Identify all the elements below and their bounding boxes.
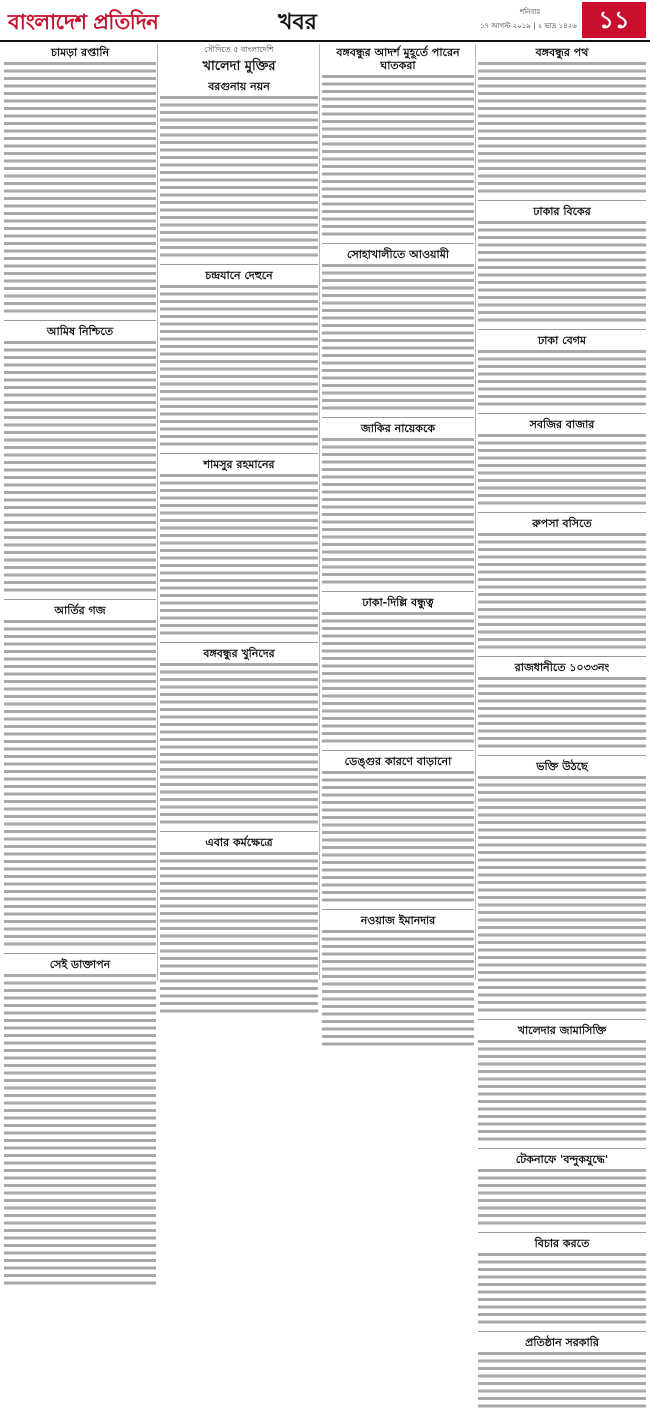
column-divider <box>475 44 476 980</box>
news-story <box>160 647 318 832</box>
story-body <box>160 96 318 261</box>
news-story <box>322 422 474 592</box>
story-headline: টেকনাফে 'বন্দুকযুদ্ধে' <box>515 1153 609 1166</box>
story-body <box>160 852 318 1017</box>
section-title: খবর <box>278 10 317 35</box>
news-story <box>478 1336 646 1412</box>
story-headline: বঙ্গবন্ধুর খুনিদের <box>203 647 275 660</box>
story-headline: বিচার করতে <box>534 1237 590 1250</box>
story-headline: চামড়া রপ্তানি <box>50 46 110 59</box>
story-body <box>478 1352 646 1412</box>
day-label: শনিবার <box>520 8 541 16</box>
news-story <box>478 1237 646 1332</box>
story-headline: ঢাকার বিকের <box>533 205 591 218</box>
news-story <box>160 269 318 454</box>
story-headline: প্রতিষ্ঠান সরকারি <box>525 1336 599 1349</box>
story-body <box>322 612 474 747</box>
story-headline: জাকির নায়েককে <box>360 422 436 435</box>
story-body <box>478 1169 646 1229</box>
story-headline: রাজধানীতে ১০৩৩নং <box>514 661 610 674</box>
story-headline: নওয়াজ ইমানদার <box>360 914 436 927</box>
story-headline: আমিষ নিশ্চিতে <box>46 325 114 338</box>
story-body <box>160 285 318 450</box>
news-story <box>322 914 474 1050</box>
news-story <box>478 661 646 756</box>
story-body <box>322 264 474 414</box>
col3-top-story <box>160 44 318 77</box>
news-story <box>160 458 318 643</box>
column-2 <box>160 78 318 980</box>
page-number: ১১ <box>582 2 646 38</box>
story-body <box>4 620 156 950</box>
column-4 <box>478 44 646 1349</box>
news-story <box>4 46 156 321</box>
story-headline: খালেদার জামাসিক্তি <box>517 1024 607 1037</box>
column-divider <box>319 44 320 980</box>
news-story <box>478 334 646 414</box>
story-body <box>478 350 646 410</box>
story-body <box>478 434 646 509</box>
story-body <box>478 677 646 752</box>
news-story <box>478 205 646 330</box>
story-headline: সোহাখালীতে আওয়ামী <box>346 248 449 261</box>
story-headline: সবজির বাজার <box>529 418 595 431</box>
column-1 <box>4 44 156 980</box>
story-headline: ভক্তি উঠছে <box>536 760 588 773</box>
story-headline: ডেঙ্গুর কারণে বাড়ানো <box>344 755 452 768</box>
story-body <box>478 1040 646 1145</box>
news-story <box>478 1153 646 1233</box>
news-story <box>160 836 318 1017</box>
story-headline: সেই ডাক্তাপন <box>49 958 111 971</box>
news-story <box>322 46 474 244</box>
story-body <box>160 474 318 639</box>
story-headline: বঙ্গবন্ধুর আদর্শ মুহূর্তে পারেন ঘাতকরা <box>336 46 460 72</box>
column-divider <box>157 44 158 980</box>
news-story <box>322 755 474 910</box>
news-story <box>4 325 156 600</box>
newspaper-logo: বাংলাদেশ প্রতিদিন <box>8 9 159 34</box>
story-headline: আর্তির গজ <box>54 604 106 617</box>
story-headline: শামসুর রহমানের <box>203 458 275 471</box>
story-body <box>322 438 474 588</box>
news-story <box>322 248 474 418</box>
story-headline: খালেদা মুক্তির <box>202 59 276 74</box>
story-body <box>478 221 646 326</box>
news-story <box>478 517 646 657</box>
news-story <box>478 418 646 513</box>
story-headline: বরগুনায় নয়ন <box>208 80 270 93</box>
story-headline: বঙ্গবন্ধুর পথ <box>535 46 589 59</box>
date-label: ১৭ আগস্ট ২০১৯ | ২ ভাদ্র ১৪২৬ <box>480 22 577 30</box>
news-story <box>478 760 646 1020</box>
story-body <box>478 533 646 653</box>
story-headline: ঢাকা-দিল্লি বন্ধুত্ব <box>362 596 434 609</box>
story-body <box>160 663 318 828</box>
story-body <box>322 75 474 240</box>
story-headline: চন্দ্রযানে দেহুনে <box>205 269 273 282</box>
news-story <box>4 604 156 954</box>
story-body <box>478 62 646 197</box>
column-3 <box>322 44 474 980</box>
news-story <box>160 80 318 265</box>
news-story <box>322 596 474 751</box>
news-story <box>478 1024 646 1149</box>
story-body <box>4 974 156 1289</box>
story-body <box>322 771 474 906</box>
story-body <box>478 776 646 1016</box>
news-story <box>4 958 156 1289</box>
story-body <box>478 1253 646 1328</box>
masthead <box>0 0 650 42</box>
story-headline: এবার কর্মক্ষেত্রে <box>205 836 273 849</box>
story-body <box>4 341 156 596</box>
story-body <box>4 62 156 317</box>
story-body <box>322 930 474 1050</box>
story-headline: ঢাকা বেগম <box>537 334 587 347</box>
story-headline: রুপসা বসিতে <box>532 517 592 530</box>
news-story <box>478 46 646 201</box>
story-kicker: সৌদিতে ৫ বাংলাদেশি <box>204 45 274 54</box>
